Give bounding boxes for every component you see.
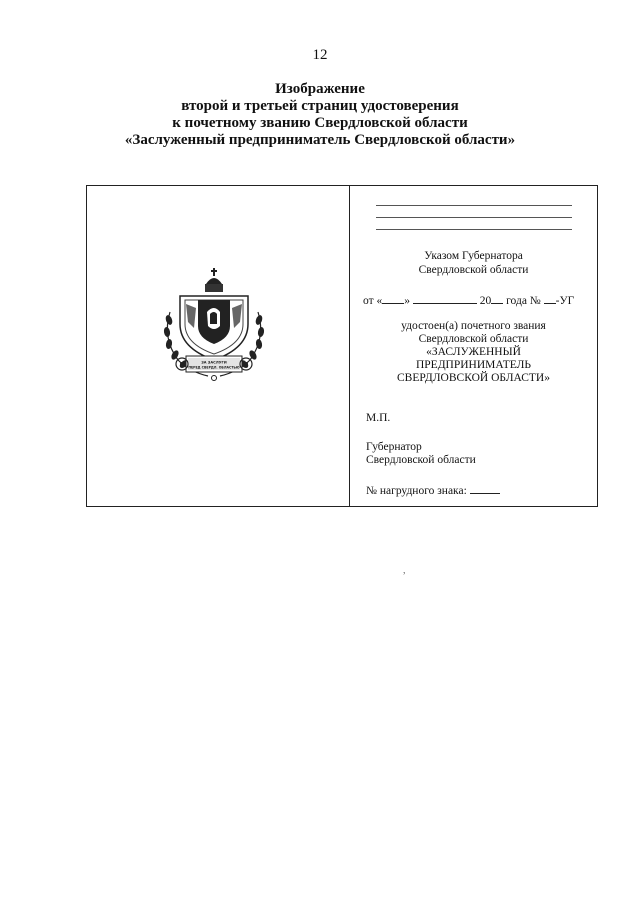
certificate-spread [86,185,598,507]
badge-number-line [366,483,500,498]
awarded-line-1: удостоен(а) почетного звания [401,320,546,332]
awarded-line-2: Свердловской области [418,333,529,345]
number-suffix: -УГ [555,295,575,307]
coat-of-arms-emblem-icon [160,268,268,390]
ot-label: от « [363,295,383,307]
ribbon-line-2: ПЕРЕД СВЕРДЛ. ОБЛАСТЬЮ [188,365,240,370]
title-line-4: «Заслуженный предприниматель Свердловской области» [124,132,516,148]
decree-line-1: Указом Губернатора [424,250,523,262]
blank-name-line-2 [376,217,572,218]
governor-line-2: Свердловской области [366,454,476,466]
honor-title-line-1: «ЗАСЛУЖЕННЫЙ [426,346,521,358]
crown-icon [205,268,223,292]
badge-number-label: № нагрудного знака: [366,485,467,497]
year-prefix: 20 [479,295,492,307]
ribbon-line-1: ЗА ЗАСЛУГИ [201,360,227,365]
blank-name-line-1 [376,205,572,206]
seal-label: М.П. [366,412,391,424]
honor-title-line-2: ПРЕДПРИНИМАТЕЛЬ [415,359,531,371]
decree-number-line [363,293,574,308]
month-blank [413,293,477,304]
year-blank [491,293,503,304]
number-blank [544,293,556,304]
honor-title-line-3: СВЕРДЛОВСКОЙ ОБЛАСТИ» [397,372,550,384]
title-line-1: Изображение [275,81,365,97]
scan-mark: , [403,565,406,576]
governor-line-1: Губернатор [366,441,422,453]
badge-number-blank [470,483,500,494]
page-number: 12 [312,47,328,63]
certificate-page-3 [350,186,597,506]
year-suffix: года № [503,295,541,307]
title-line-2: второй и третьей страниц удостоверения [181,98,459,114]
certificate-page-2 [87,186,350,506]
blank-name-line-3 [376,229,572,230]
day-blank [382,293,404,304]
title-line-3: к почетному званию Свердловской области [172,115,468,131]
close-quote: » [404,295,410,307]
document-title [0,81,640,149]
decree-line-2: Свердловской области [418,264,529,276]
